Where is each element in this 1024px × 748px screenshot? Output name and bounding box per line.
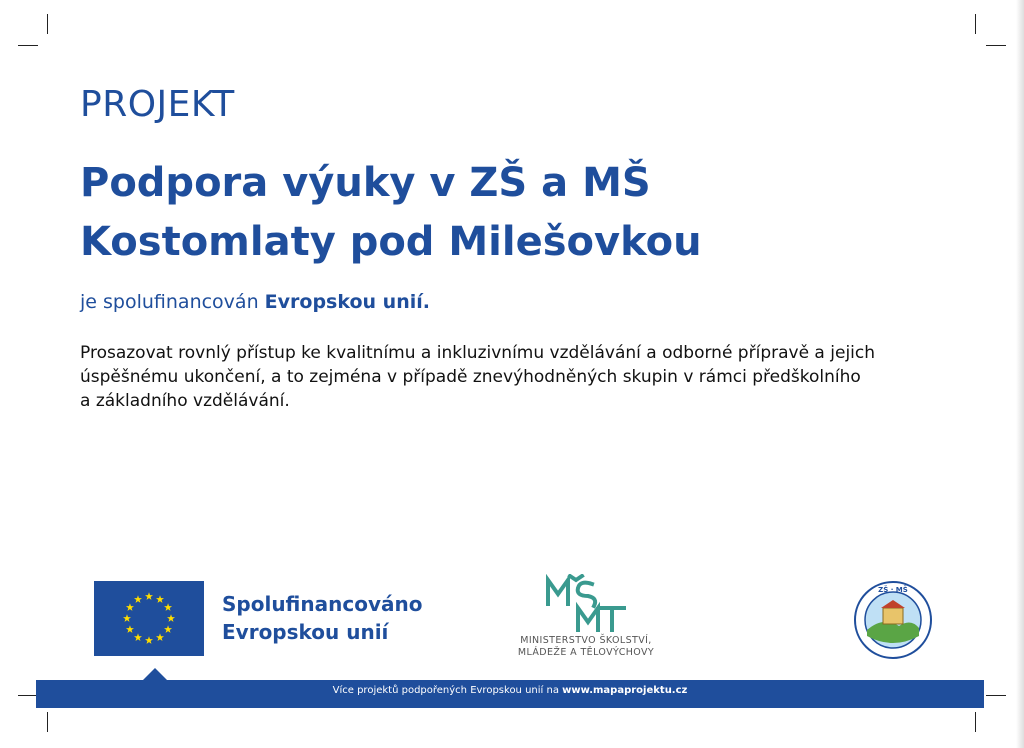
eu-star-icon	[145, 636, 153, 644]
crop-mark-bottom-right-h	[986, 695, 1006, 696]
school-logo-icon	[853, 580, 933, 660]
eu-text-line-1: Spolufinancováno	[222, 592, 423, 616]
crop-mark-bottom-left-h	[18, 695, 38, 696]
footer-link[interactable]: www.mapaprojektu.cz	[562, 685, 688, 696]
eu-star-icon	[126, 603, 134, 611]
project-description	[80, 341, 940, 413]
crop-mark-top-right-h	[986, 45, 1006, 46]
eu-star-icon	[167, 614, 175, 622]
school-badge-text: ZŠ · MŠ	[878, 586, 908, 594]
footer-bar-notch	[143, 668, 167, 680]
description-line-2: úspěšnému ukončení, a to zejména v případě znevýhodněných skupin v rámci předškolního	[80, 367, 861, 387]
eu-text-line-2: Evropskou unií	[222, 620, 389, 644]
eu-cofinanced-logo-text	[222, 590, 422, 646]
eu-star-icon	[164, 625, 172, 633]
eu-star-icon	[145, 592, 153, 600]
footer-text	[36, 680, 984, 708]
page-edge-shadow	[1016, 0, 1024, 748]
description-line-3: a základního vzdělávání.	[80, 391, 290, 411]
eu-star-icon	[123, 614, 131, 622]
eu-star-icon	[164, 603, 172, 611]
project-title-line-1: Podpora výuky v ZŠ a MŠ	[80, 160, 651, 206]
eu-star-icon	[156, 595, 164, 603]
cofinanced-prefix: je spolufinancován	[80, 291, 259, 313]
crop-mark-top-left-v	[47, 14, 48, 34]
crop-mark-bottom-left-v	[47, 712, 48, 732]
cofinanced-emphasis: Evropskou unií.	[264, 291, 430, 313]
msmt-text-line-2: MLÁDEŽE A TĚLOVÝCHOVY	[517, 647, 655, 658]
project-label: PROJEKT	[80, 84, 235, 125]
crop-mark-top-right-v	[975, 14, 976, 34]
msmt-logo-text	[496, 635, 676, 659]
crop-mark-top-left-h	[18, 45, 38, 46]
eu-flag-icon	[94, 581, 204, 656]
footer-prefix: Více projektů podpořených Evropskou unií na	[332, 685, 559, 696]
eu-star-icon	[156, 633, 164, 641]
eu-star-icon	[134, 595, 142, 603]
eu-star-icon	[134, 633, 142, 641]
msmt-text-line-1: MINISTERSTVO ŠKOLSTVÍ,	[520, 635, 652, 646]
description-line-1: Prosazovat rovnlý přístup ke kvalitnímu a inkluzivnímu vzdělávání a odborné přípravě a jejich	[80, 343, 876, 363]
cofinanced-statement	[80, 291, 430, 313]
project-title	[80, 154, 702, 272]
crop-mark-bottom-right-v	[975, 712, 976, 732]
project-title-line-2: Kostomlaty pod Milešovkou	[80, 219, 702, 265]
eu-star-icon	[126, 625, 134, 633]
